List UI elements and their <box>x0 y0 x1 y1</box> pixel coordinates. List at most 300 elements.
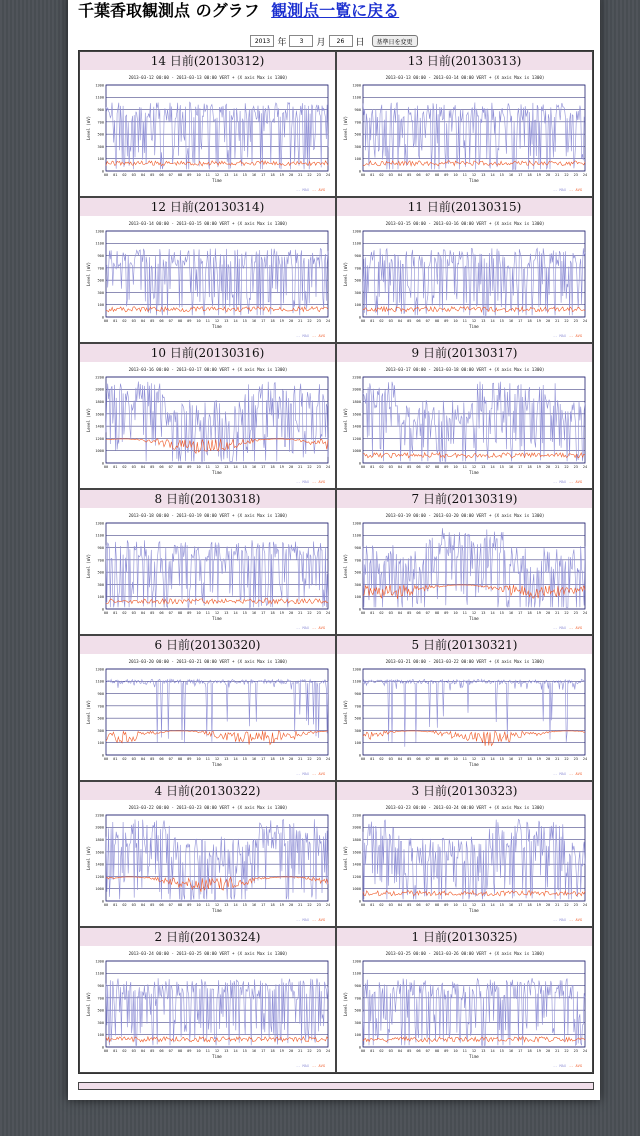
x-tick-label: 00 <box>103 903 109 907</box>
x-tick-label: 08 <box>177 465 183 469</box>
legend-max: -- MAX <box>296 1064 309 1068</box>
x-tick-label: 19 <box>536 1049 541 1053</box>
x-tick-label: 23 <box>316 611 321 615</box>
x-tick-label: 02 <box>122 757 127 761</box>
x-tick-label: 18 <box>527 319 532 323</box>
x-tick-label: 05 <box>150 611 155 615</box>
x-tick-label: 04 <box>397 465 403 469</box>
x-tick-label: 23 <box>573 611 578 615</box>
legend-max: -- MAX <box>296 772 309 776</box>
chart-image[interactable] <box>82 509 335 633</box>
x-tick-label: 12 <box>214 173 220 177</box>
legend-avg: -- AVG <box>569 480 582 484</box>
x-tick-label: 22 <box>307 757 312 761</box>
legend-max: -- MAX <box>553 480 566 484</box>
x-tick-label: 20 <box>288 1049 294 1053</box>
x-tick-label: 11 <box>205 465 210 469</box>
x-tick-label: 01 <box>370 173 375 177</box>
chart-heading: 6 日前(20130320) <box>80 636 335 654</box>
x-tick-label: 01 <box>370 903 375 907</box>
x-tick-label: 21 <box>298 903 303 907</box>
x-tick-label: 07 <box>168 173 173 177</box>
y-tick-label: 1800 <box>352 399 361 404</box>
x-tick-label: 04 <box>140 757 146 761</box>
x-tick-label: 06 <box>159 611 164 615</box>
x-tick-label: 14 <box>233 611 238 615</box>
x-tick-label: 11 <box>462 319 467 323</box>
chart-heading: 1 日前(20130325) <box>337 928 592 946</box>
x-tick-label: 03 <box>388 1049 393 1053</box>
y-axis-label: Level (mV) <box>86 261 91 287</box>
x-tick-label: 14 <box>233 903 238 907</box>
legend-avg: -- AVG <box>569 1064 582 1068</box>
y-tick-label: 900 <box>354 253 361 258</box>
x-tick-label: 20 <box>288 465 294 469</box>
x-tick-label: 17 <box>518 465 523 469</box>
x-tick-label: 04 <box>397 611 403 615</box>
chart-cell <box>79 343 336 489</box>
x-tick-label: 02 <box>122 1049 127 1053</box>
chart-cell <box>79 781 336 927</box>
y-tick-label: 1300 <box>352 229 361 234</box>
y-tick-label: 1200 <box>352 436 361 441</box>
y-tick-label: 1100 <box>352 533 361 538</box>
month-label: 月 <box>316 37 326 48</box>
x-tick-label: 15 <box>242 903 247 907</box>
plot-frame <box>106 523 328 609</box>
y-tick-label: 1000 <box>352 449 361 454</box>
x-tick-label: 01 <box>370 1049 375 1053</box>
legend-avg: -- AVG <box>569 334 582 338</box>
chart-image[interactable] <box>339 217 592 341</box>
chart-image[interactable] <box>82 801 335 925</box>
x-tick-label: 14 <box>233 465 238 469</box>
x-tick-label: 03 <box>388 319 393 323</box>
legend-max: -- MAX <box>553 188 566 192</box>
x-tick-label: 20 <box>288 173 294 177</box>
y-tick-label: 1100 <box>352 95 361 100</box>
x-tick-label: 12 <box>214 757 220 761</box>
x-tick-label: 24 <box>582 1049 588 1053</box>
chart-image[interactable] <box>339 363 592 487</box>
x-tick-label: 18 <box>270 611 275 615</box>
chart-image[interactable] <box>82 71 335 195</box>
legend-avg: -- AVG <box>312 188 325 192</box>
x-tick-label: 20 <box>545 757 551 761</box>
chart-grid <box>78 50 594 1074</box>
x-tick-label: 10 <box>453 465 458 469</box>
x-tick-label: 11 <box>462 173 467 177</box>
x-tick-label: 18 <box>527 173 532 177</box>
y-tick-label: 500 <box>354 570 361 575</box>
x-tick-label: 05 <box>407 757 412 761</box>
x-tick-label: 10 <box>453 173 458 177</box>
x-tick-label: 22 <box>307 611 312 615</box>
x-tick-label: 03 <box>388 903 393 907</box>
x-tick-label: 15 <box>242 319 247 323</box>
x-tick-label: 00 <box>103 319 109 323</box>
y-tick-label: 1200 <box>95 436 104 441</box>
x-tick-label: 10 <box>196 319 201 323</box>
x-tick-label: 03 <box>131 757 136 761</box>
x-tick-label: 07 <box>168 903 173 907</box>
x-tick-label: 23 <box>316 173 321 177</box>
chart-subtitle: 2013-03-22 00:00 - 2013-03-23 00:00 VERT + (X axis Max is 1300) <box>128 805 288 810</box>
chart-svg <box>82 217 335 341</box>
x-tick-label: 16 <box>508 319 514 323</box>
chart-heading: 9 日前(20130317) <box>337 344 592 362</box>
chart-cell <box>336 51 593 197</box>
x-tick-label: 02 <box>122 319 127 323</box>
x-tick-label: 21 <box>555 611 560 615</box>
x-tick-label: 16 <box>251 319 257 323</box>
x-tick-label: 09 <box>187 1049 192 1053</box>
x-tick-label: 13 <box>481 757 486 761</box>
year-input[interactable]: 2013 <box>250 35 274 47</box>
x-tick-label: 08 <box>434 757 440 761</box>
day-input[interactable]: 26 <box>329 35 353 47</box>
y-tick-label: 900 <box>97 107 104 112</box>
x-axis-label: Time <box>212 762 222 767</box>
legend-max: -- MAX <box>553 772 566 776</box>
x-tick-label: 09 <box>444 173 449 177</box>
chart-image[interactable] <box>82 655 335 779</box>
x-tick-label: 00 <box>103 1049 109 1053</box>
x-tick-label: 22 <box>307 173 312 177</box>
x-tick-label: 12 <box>471 903 477 907</box>
x-tick-label: 12 <box>214 319 220 323</box>
legend-max: -- MAX <box>553 918 566 922</box>
x-tick-label: 08 <box>177 757 183 761</box>
x-tick-label: 08 <box>177 903 183 907</box>
x-tick-label: 09 <box>187 903 192 907</box>
x-tick-label: 15 <box>242 611 247 615</box>
x-tick-label: 17 <box>261 757 266 761</box>
x-tick-label: 03 <box>131 903 136 907</box>
page-title: 千葉香取観測点 のグラフ <box>78 1 260 20</box>
back-to-list-link[interactable]: 観測点一覧に戻る <box>271 1 400 20</box>
legend-avg: -- AVG <box>569 772 582 776</box>
chart-image[interactable] <box>339 801 592 925</box>
x-tick-label: 21 <box>555 465 560 469</box>
x-tick-label: 24 <box>582 465 588 469</box>
x-tick-label: 09 <box>187 611 192 615</box>
chart-heading: 8 日前(20130318) <box>80 490 335 508</box>
x-tick-label: 14 <box>490 757 495 761</box>
x-tick-label: 04 <box>397 1049 403 1053</box>
x-axis-label: Time <box>212 470 222 475</box>
y-tick-label: 1800 <box>95 837 104 842</box>
chart-heading: 13 日前(20130313) <box>337 52 592 70</box>
x-tick-label: 04 <box>140 1049 146 1053</box>
x-tick-label: 23 <box>316 903 321 907</box>
change-date-button[interactable]: 基準日を変更 <box>372 35 418 47</box>
chart-cell <box>336 489 593 635</box>
x-tick-label: 02 <box>379 465 384 469</box>
x-tick-label: 20 <box>288 903 294 907</box>
x-tick-label: 20 <box>545 1049 551 1053</box>
x-tick-label: 20 <box>545 465 551 469</box>
x-tick-label: 03 <box>131 173 136 177</box>
y-tick-label: 300 <box>354 290 361 295</box>
x-tick-label: 18 <box>527 757 532 761</box>
y-tick-label: 700 <box>97 704 104 709</box>
x-tick-label: 24 <box>582 903 588 907</box>
x-tick-label: 23 <box>573 903 578 907</box>
legend-avg: -- AVG <box>312 334 325 338</box>
x-tick-label: 00 <box>360 1049 366 1053</box>
chart-image[interactable] <box>339 947 592 1071</box>
x-tick-label: 07 <box>425 173 430 177</box>
y-tick-label: 1100 <box>95 679 104 684</box>
legend-avg: -- AVG <box>312 772 325 776</box>
x-tick-label: 20 <box>288 757 294 761</box>
x-axis-label: Time <box>469 470 479 475</box>
x-tick-label: 15 <box>499 1049 504 1053</box>
x-tick-label: 17 <box>261 903 266 907</box>
y-tick-label: 1200 <box>352 874 361 879</box>
y-tick-label: 100 <box>97 157 104 162</box>
x-tick-label: 15 <box>499 757 504 761</box>
chart-cell <box>336 927 593 1073</box>
x-tick-label: 21 <box>298 611 303 615</box>
y-tick-label: 0 <box>101 1045 104 1050</box>
chart-image[interactable] <box>82 947 335 1071</box>
month-input[interactable]: 3 <box>289 35 313 47</box>
y-axis-label: Level (mV) <box>343 991 348 1017</box>
x-tick-label: 00 <box>360 465 366 469</box>
x-tick-label: 07 <box>168 611 173 615</box>
x-tick-label: 06 <box>159 1049 164 1053</box>
x-tick-label: 07 <box>168 757 173 761</box>
x-tick-label: 03 <box>388 173 393 177</box>
chart-image[interactable] <box>82 363 335 487</box>
x-tick-label: 07 <box>425 757 430 761</box>
legend-max: -- MAX <box>296 480 309 484</box>
x-tick-label: 24 <box>582 173 588 177</box>
x-tick-label: 12 <box>471 173 477 177</box>
day-label: 日 <box>355 37 365 48</box>
y-axis-label: Level (mV) <box>343 115 348 141</box>
x-tick-label: 15 <box>499 611 504 615</box>
x-tick-label: 00 <box>360 173 366 177</box>
chart-image[interactable] <box>339 509 592 633</box>
y-tick-label: 300 <box>354 728 361 733</box>
y-tick-label: 1600 <box>352 412 361 417</box>
x-tick-label: 05 <box>407 611 412 615</box>
x-tick-label: 04 <box>140 611 146 615</box>
x-tick-label: 07 <box>425 1049 430 1053</box>
legend-max: -- MAX <box>553 626 566 630</box>
y-tick-label: 1200 <box>95 874 104 879</box>
x-tick-label: 16 <box>251 173 257 177</box>
x-tick-label: 17 <box>261 173 266 177</box>
x-tick-label: 08 <box>434 173 440 177</box>
x-tick-label: 09 <box>444 903 449 907</box>
x-tick-label: 08 <box>434 319 440 323</box>
y-tick-label: 0 <box>358 1045 361 1050</box>
x-tick-label: 16 <box>251 465 257 469</box>
x-tick-label: 04 <box>397 173 403 177</box>
x-tick-label: 24 <box>325 173 331 177</box>
x-tick-label: 15 <box>242 757 247 761</box>
x-tick-label: 22 <box>307 1049 312 1053</box>
y-tick-label: 300 <box>97 582 104 587</box>
x-tick-label: 14 <box>233 319 238 323</box>
y-tick-label: 700 <box>354 996 361 1001</box>
y-tick-label: 900 <box>97 983 104 988</box>
y-tick-label: 1400 <box>95 862 104 867</box>
chart-heading: 3 日前(20130323) <box>337 782 592 800</box>
x-tick-label: 12 <box>214 903 220 907</box>
x-tick-label: 19 <box>279 319 284 323</box>
y-tick-label: 100 <box>97 741 104 746</box>
chart-heading: 5 日前(20130321) <box>337 636 592 654</box>
y-tick-label: 500 <box>354 1008 361 1013</box>
chart-heading: 10 日前(20130316) <box>80 344 335 362</box>
x-tick-label: 15 <box>242 1049 247 1053</box>
y-tick-label: 500 <box>97 716 104 721</box>
x-tick-label: 22 <box>564 903 569 907</box>
y-tick-label: 300 <box>97 290 104 295</box>
x-tick-label: 16 <box>508 903 514 907</box>
y-tick-label: 500 <box>97 1008 104 1013</box>
y-tick-label: 1400 <box>95 424 104 429</box>
y-tick-label: 500 <box>354 278 361 283</box>
x-tick-label: 11 <box>462 611 467 615</box>
x-tick-label: 13 <box>481 903 486 907</box>
x-tick-label: 04 <box>397 757 403 761</box>
plot-frame <box>363 961 585 1047</box>
x-tick-label: 04 <box>397 903 403 907</box>
x-tick-label: 15 <box>499 319 504 323</box>
x-tick-label: 11 <box>462 757 467 761</box>
x-tick-label: 23 <box>573 173 578 177</box>
x-tick-label: 11 <box>462 465 467 469</box>
x-tick-label: 14 <box>233 173 238 177</box>
x-tick-label: 05 <box>407 903 412 907</box>
x-tick-label: 07 <box>425 611 430 615</box>
y-tick-label: 300 <box>97 144 104 149</box>
x-tick-label: 06 <box>159 903 164 907</box>
x-tick-label: 07 <box>425 319 430 323</box>
x-tick-label: 06 <box>159 757 164 761</box>
page-title-row <box>78 0 399 24</box>
x-tick-label: 01 <box>113 757 118 761</box>
x-tick-label: 21 <box>298 319 303 323</box>
x-tick-label: 02 <box>379 903 384 907</box>
x-tick-label: 04 <box>397 319 403 323</box>
y-tick-label: 700 <box>97 120 104 125</box>
y-tick-label: 0 <box>358 899 361 904</box>
x-tick-label: 15 <box>499 173 504 177</box>
x-tick-label: 22 <box>564 1049 569 1053</box>
y-tick-label: 1100 <box>352 971 361 976</box>
legend-avg: -- AVG <box>569 626 582 630</box>
x-tick-label: 13 <box>224 465 229 469</box>
y-axis-label: Level (mV) <box>86 407 91 433</box>
x-tick-label: 07 <box>425 903 430 907</box>
y-tick-label: 500 <box>354 132 361 137</box>
chart-subtitle: 2013-03-25 00:00 - 2013-03-26 00:00 VERT + (X axis Max is 1300) <box>385 951 545 956</box>
y-tick-label: 900 <box>97 253 104 258</box>
chart-image[interactable] <box>339 655 592 779</box>
y-tick-label: 100 <box>354 741 361 746</box>
x-tick-label: 09 <box>444 319 449 323</box>
y-tick-label: 0 <box>358 461 361 466</box>
x-tick-label: 24 <box>582 319 588 323</box>
x-tick-label: 03 <box>388 611 393 615</box>
x-tick-label: 22 <box>564 465 569 469</box>
y-tick-label: 300 <box>354 1020 361 1025</box>
y-axis-label: Level (mV) <box>343 553 348 579</box>
y-tick-label: 700 <box>354 704 361 709</box>
x-tick-label: 12 <box>214 465 220 469</box>
x-axis-label: Time <box>469 616 479 621</box>
x-tick-label: 09 <box>187 319 192 323</box>
y-tick-label: 0 <box>358 169 361 174</box>
x-tick-label: 00 <box>360 903 366 907</box>
x-tick-label: 24 <box>325 903 331 907</box>
x-tick-label: 10 <box>453 611 458 615</box>
legend-avg: -- AVG <box>569 918 582 922</box>
chart-image[interactable] <box>82 217 335 341</box>
x-tick-label: 20 <box>545 319 551 323</box>
x-tick-label: 24 <box>325 319 331 323</box>
x-tick-label: 12 <box>214 1049 220 1053</box>
x-tick-label: 20 <box>545 173 551 177</box>
x-tick-label: 12 <box>471 319 477 323</box>
chart-heading: 14 日前(20130312) <box>80 52 335 70</box>
x-tick-label: 09 <box>187 465 192 469</box>
x-axis-label: Time <box>212 908 222 913</box>
x-axis-label: Time <box>212 1054 222 1059</box>
x-tick-label: 13 <box>224 1049 229 1053</box>
y-axis-label: Level (mV) <box>86 845 91 871</box>
x-axis-label: Time <box>212 616 222 621</box>
x-tick-label: 03 <box>131 611 136 615</box>
y-tick-label: 1100 <box>95 971 104 976</box>
y-tick-label: 1000 <box>95 449 104 454</box>
y-tick-label: 1000 <box>352 887 361 892</box>
chart-heading: 7 日前(20130319) <box>337 490 592 508</box>
y-tick-label: 900 <box>354 983 361 988</box>
x-tick-label: 21 <box>555 319 560 323</box>
x-tick-label: 06 <box>416 903 421 907</box>
x-tick-label: 12 <box>471 757 477 761</box>
y-tick-label: 2000 <box>95 825 104 830</box>
y-tick-label: 2200 <box>352 375 361 380</box>
y-tick-label: 700 <box>97 266 104 271</box>
y-tick-label: 0 <box>358 607 361 612</box>
x-tick-label: 13 <box>481 173 486 177</box>
x-tick-label: 04 <box>140 465 146 469</box>
x-tick-label: 11 <box>205 1049 210 1053</box>
x-tick-label: 07 <box>168 319 173 323</box>
x-tick-label: 13 <box>481 1049 486 1053</box>
x-tick-label: 16 <box>508 1049 514 1053</box>
x-tick-label: 08 <box>434 465 440 469</box>
x-tick-label: 13 <box>224 903 229 907</box>
chart-cell <box>79 197 336 343</box>
year-label: 年 <box>277 37 287 48</box>
chart-cell <box>336 197 593 343</box>
chart-subtitle: 2013-03-13 00:00 - 2013-03-14 00:00 VERT + (X axis Max is 1300) <box>385 75 545 80</box>
chart-heading: 4 日前(20130322) <box>80 782 335 800</box>
chart-image[interactable] <box>339 71 592 195</box>
x-tick-label: 21 <box>298 173 303 177</box>
y-tick-label: 100 <box>354 157 361 162</box>
